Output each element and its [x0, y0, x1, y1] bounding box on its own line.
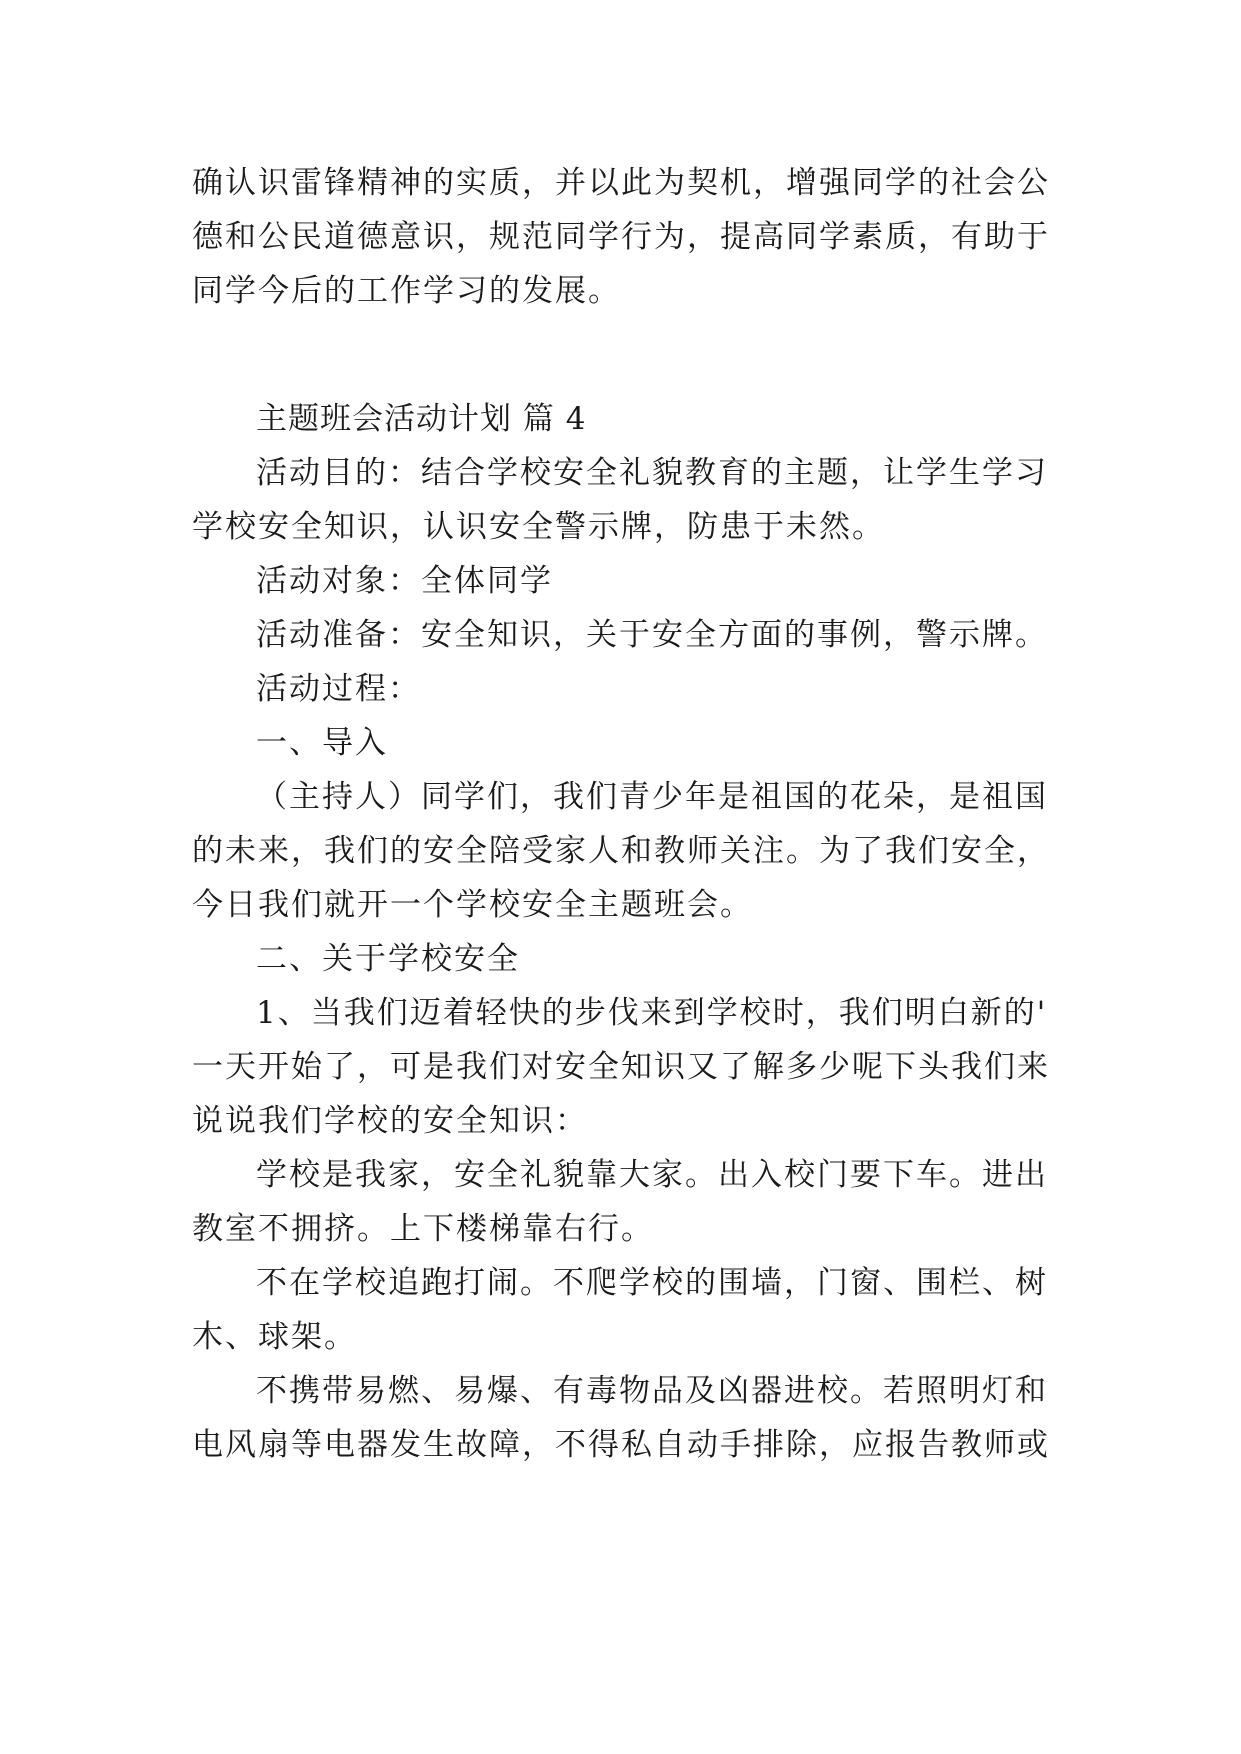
text-line: 活动对象：全体同学	[256, 563, 553, 599]
text-line: 说说我们学校的安全知识：	[192, 1103, 588, 1139]
text-line: 活动过程：	[256, 671, 421, 707]
text-line: 学校安全知识，认识安全警示牌，防患于未然。	[192, 509, 885, 545]
section-heading: 主题班会活动计划 篇 4	[256, 401, 587, 437]
text-line: 今日我们就开一个学校安全主题班会。	[192, 887, 753, 923]
text-line: 一天开始了，可是我们对安全知识又了解多少呢下头我们来	[192, 1049, 1050, 1085]
text-line: 的未来，我们的安全陪受家人和教师关注。为了我们安全，	[192, 833, 1050, 869]
text-line: 确认识雷锋精神的实质，并以此为契机，增强同学的社会公	[192, 165, 1050, 201]
text-line: 电风扇等电器发生故障，不得私自动手排除，应报告教师或	[192, 1427, 1050, 1463]
text-line: 不在学校追跑打闹。不爬学校的围墙，门窗、围栏、树	[256, 1265, 1048, 1301]
text-line: 同学今后的工作学习的发展。	[192, 273, 621, 309]
text-line: 不携带易燃、易爆、有毒物品及凶器进校。若照明灯和	[256, 1373, 1048, 1409]
text-line: 1、当我们迈着轻快的步伐来到学校时，我们明白新的'	[256, 995, 1048, 1031]
text-line: 活动准备：安全知识，关于安全方面的事例，警示牌。	[256, 617, 1048, 653]
text-line: 活动目的：结合学校安全礼貌教育的主题，让学生学习	[256, 455, 1048, 491]
text-line: 二、关于学校安全	[256, 941, 520, 977]
text-line: （主持人）同学们，我们青少年是祖国的花朵，是祖国	[256, 779, 1048, 815]
text-line: 教室不拥挤。上下楼梯靠右行。	[192, 1211, 654, 1247]
text-line: 学校是我家，安全礼貌靠大家。出入校门要下车。进出	[256, 1157, 1048, 1193]
text-line: 德和公民道德意识，规范同学行为，提高同学素质，有助于	[192, 219, 1050, 255]
text-line: 一、导入	[256, 725, 388, 761]
text-line: 木、球架。	[192, 1319, 357, 1355]
